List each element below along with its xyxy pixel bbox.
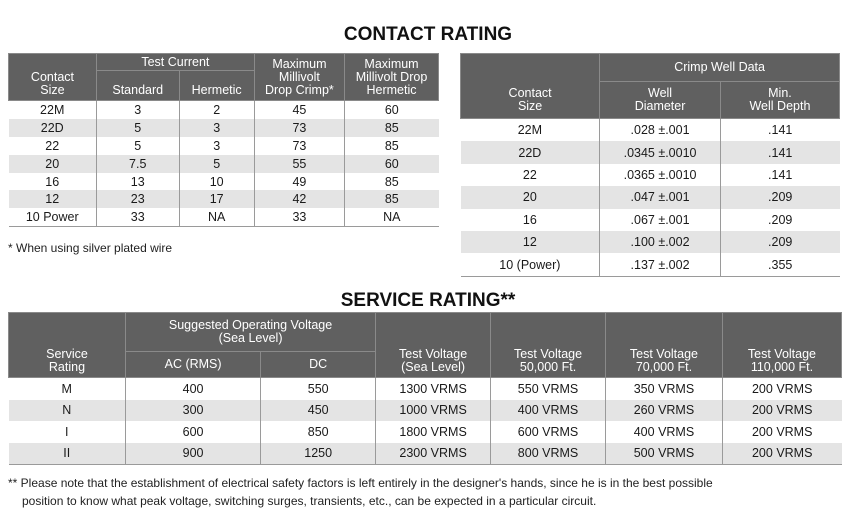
- table-cell: 73: [254, 137, 344, 155]
- table-row: [9, 101, 439, 119]
- table-cell: 17: [179, 190, 254, 208]
- table-cell: II: [9, 443, 126, 465]
- service-rating-table: [8, 312, 842, 465]
- table-cell: .067 ±.001: [600, 209, 721, 231]
- table-cell: NA: [179, 208, 254, 226]
- table-cell: 350 VRMS: [605, 378, 722, 400]
- table-cell: NA: [345, 208, 439, 226]
- table-row: [9, 190, 439, 208]
- contact-footnote: * When using silver plated wire: [8, 241, 173, 255]
- header-test-voltage-110000: Test Voltage 110,000 Ft.: [722, 313, 841, 378]
- table-cell: 49: [254, 173, 344, 191]
- table-cell: 85: [345, 119, 439, 137]
- table-cell: 85: [345, 137, 439, 155]
- service-footnote-line2: position to know what peak voltage, switching surges, transients, etc., can be expected in a particular circuit.: [22, 494, 597, 508]
- table-cell: 400: [125, 378, 260, 400]
- table-cell: 200 VRMS: [722, 400, 841, 422]
- table-cell: 22D: [461, 141, 600, 163]
- table-cell: 300: [125, 400, 260, 422]
- table-cell: 16: [45, 174, 60, 189]
- table-row: [461, 209, 840, 231]
- table-cell: 22: [45, 138, 60, 153]
- table-cell: .209: [720, 186, 839, 208]
- table-cell: .028 ±.001: [600, 119, 721, 142]
- table-cell: 7.5: [96, 155, 179, 173]
- table-cell: 13: [96, 173, 179, 191]
- table-cell: 900: [125, 443, 260, 465]
- table-cell: 1800 VRMS: [376, 421, 491, 443]
- table-row: [461, 253, 840, 276]
- header-test-voltage-70000: Test Voltage 70,000 Ft.: [605, 313, 722, 378]
- table-row: [461, 231, 840, 253]
- header-crimp-well-data: Crimp Well Data: [600, 54, 840, 82]
- table-cell: 10 (Power): [461, 253, 600, 276]
- table-cell: 5: [96, 119, 179, 137]
- header-ac-rms: AC (RMS): [125, 352, 260, 378]
- table-cell: 2: [179, 101, 254, 119]
- table-cell: 22: [522, 167, 537, 182]
- table-cell: 85: [345, 173, 439, 191]
- table-row: [9, 400, 842, 422]
- header-standard: Standard: [96, 71, 179, 101]
- table-cell: 22M: [517, 123, 543, 138]
- table-cell: 3: [179, 137, 254, 155]
- table-row: [461, 186, 840, 208]
- table-cell: 550 VRMS: [491, 378, 606, 400]
- table-cell: 600 VRMS: [491, 421, 606, 443]
- header-contact-size: Contact Size: [9, 54, 97, 101]
- table-cell: M: [61, 381, 72, 396]
- contact-rating-title: CONTACT RATING: [343, 24, 513, 45]
- table-cell: N: [9, 400, 126, 422]
- table-cell: I: [64, 424, 69, 439]
- table-row: [461, 119, 840, 142]
- table-cell: .0345 ±.0010: [600, 141, 721, 163]
- table-cell: 60: [345, 155, 439, 173]
- table-cell: .141: [720, 141, 839, 163]
- header-dc: DC: [261, 352, 376, 378]
- table-cell: .141: [720, 164, 839, 186]
- table-cell: 3: [179, 119, 254, 137]
- header-suggested-operating-voltage: Suggested Operating Voltage (Sea Level): [125, 313, 375, 352]
- table-cell: .209: [720, 209, 839, 231]
- table-row: [461, 141, 840, 163]
- header-test-voltage-50000: Test Voltage 50,000 Ft.: [491, 313, 606, 378]
- service-rating-title: SERVICE RATING**: [340, 290, 516, 311]
- table-cell: 450: [261, 400, 376, 422]
- table-cell: 5: [96, 137, 179, 155]
- header-well-diameter: Well Diameter: [600, 82, 721, 119]
- header-max-millivolt-drop-hermetic: Maximum Millivolt Drop Hermetic: [345, 54, 439, 101]
- table-cell: 55: [254, 155, 344, 173]
- table-cell: 20: [461, 186, 600, 208]
- contact-rating-table: [8, 53, 439, 227]
- table-cell: 33: [96, 208, 179, 226]
- table-cell: 23: [96, 190, 179, 208]
- service-footnote-line1: ** Please note that the establishment of electrical safety factors is left entirely in the designer's hands, since he is in the best possible: [8, 476, 713, 490]
- table-cell: 16: [522, 212, 537, 227]
- table-cell: 850: [261, 421, 376, 443]
- table-cell: 400 VRMS: [605, 421, 722, 443]
- table-cell: 73: [254, 119, 344, 137]
- table-cell: 42: [254, 190, 344, 208]
- table-cell: 33: [254, 208, 344, 226]
- table-cell: 200 VRMS: [722, 443, 841, 465]
- header-max-millivolt-drop-crimp: Maximum Millivolt Drop Crimp*: [254, 54, 344, 101]
- table-cell: 22D: [9, 119, 97, 137]
- table-cell: .355: [720, 253, 839, 276]
- table-cell: .141: [720, 119, 839, 142]
- header-test-current: Test Current: [96, 54, 254, 71]
- header-min-well-depth: Min. Well Depth: [720, 82, 839, 119]
- table-row: [9, 421, 842, 443]
- table-cell: .100 ±.002: [600, 231, 721, 253]
- header-hermetic: Hermetic: [179, 71, 254, 101]
- table-row: [9, 208, 439, 226]
- header-test-voltage-sea-level: Test Voltage (Sea Level): [376, 313, 491, 378]
- table-cell: 200 VRMS: [722, 378, 841, 400]
- table-cell: 10 Power: [9, 208, 97, 226]
- table-cell: 12: [9, 190, 97, 208]
- table-cell: .137 ±.002: [600, 253, 721, 276]
- table-cell: 85: [345, 190, 439, 208]
- table-cell: 800 VRMS: [491, 443, 606, 465]
- table-cell: .209: [720, 231, 839, 253]
- table-row: [9, 119, 439, 137]
- table-cell: 1000 VRMS: [376, 400, 491, 422]
- table-cell: 22M: [40, 102, 65, 117]
- table-cell: .0365 ±.0010: [600, 164, 721, 186]
- table-row: [9, 155, 439, 173]
- table-cell: 260 VRMS: [605, 400, 722, 422]
- table-cell: 3: [96, 101, 179, 119]
- table-cell: 200 VRMS: [722, 421, 841, 443]
- table-cell: 1300 VRMS: [376, 378, 491, 400]
- table-cell: 550: [261, 378, 376, 400]
- header-crimp-contact-size: Contact Size: [461, 54, 600, 119]
- table-cell: .047 ±.001: [600, 186, 721, 208]
- table-cell: 600: [125, 421, 260, 443]
- table-cell: 2300 VRMS: [376, 443, 491, 465]
- table-row: [9, 137, 439, 155]
- table-cell: 12: [461, 231, 600, 253]
- table-cell: 60: [345, 101, 439, 119]
- table-row: [9, 443, 842, 465]
- table-cell: 5: [179, 155, 254, 173]
- header-service-rating: Service Rating: [9, 313, 126, 378]
- table-cell: 45: [254, 101, 344, 119]
- table-cell: 20: [9, 155, 97, 173]
- table-row: [9, 378, 842, 400]
- table-cell: 500 VRMS: [605, 443, 722, 465]
- table-row: [9, 173, 439, 191]
- table-row: [461, 164, 840, 186]
- table-cell: 1250: [261, 443, 376, 465]
- table-cell: 10: [179, 173, 254, 191]
- table-cell: 400 VRMS: [491, 400, 606, 422]
- crimp-well-table: [460, 53, 840, 277]
